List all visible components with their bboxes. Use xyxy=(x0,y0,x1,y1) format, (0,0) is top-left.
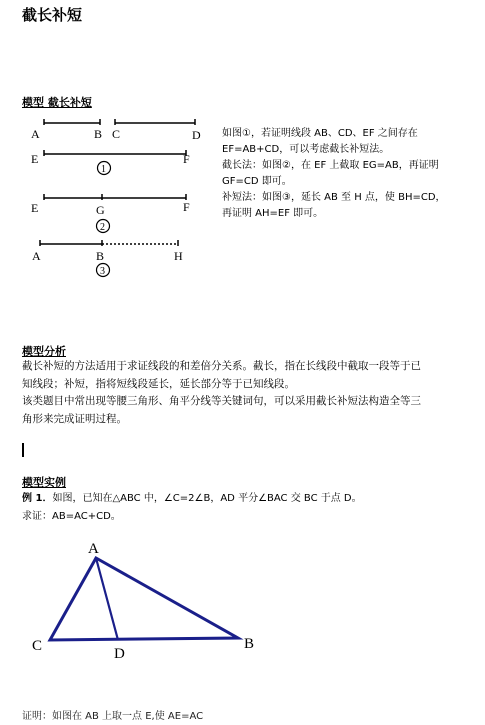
analysis-line: 截长补短的方法适用于求证线段的和差倍分关系。截长，指在长线段中截取一段等于已 xyxy=(22,360,421,372)
label-f2: F xyxy=(183,200,190,214)
example-statement xyxy=(22,490,482,507)
label-h3: H xyxy=(174,249,183,263)
example-label: 例 1． xyxy=(22,493,53,504)
label-e1: E xyxy=(31,152,39,166)
proof-line: 证明：如图在 AB 上取一点 E,使 AE=AC xyxy=(22,711,204,722)
triangle-abc xyxy=(50,558,238,640)
analysis-line: 知线段；补短，指将短线段延长，延长部分等于已知线段。 xyxy=(22,377,295,390)
label-a3: A xyxy=(32,249,41,263)
vertex-c-label: C xyxy=(32,638,43,654)
label-n1: 1 xyxy=(101,164,106,175)
model-explanation xyxy=(222,126,480,222)
text-cursor xyxy=(22,443,24,457)
analysis-line: 角形来完成证明过程。 xyxy=(22,412,127,425)
triangle-diagram xyxy=(28,536,268,664)
point-d-label: D xyxy=(114,646,125,662)
explanation-line: GF=CD 即可。 xyxy=(222,176,292,187)
label-e2: E xyxy=(31,201,39,215)
example-heading: 模型实例 xyxy=(22,476,66,489)
label-n3: 3 xyxy=(100,266,105,277)
bisector-ad xyxy=(96,558,118,640)
explanation-line: 截长法：如图②，在 EF 上截取 EG=AB，再证明 xyxy=(222,160,439,171)
label-c1: C xyxy=(112,127,121,141)
label-b1: B xyxy=(94,127,103,141)
vertex-b-label: B xyxy=(244,636,255,652)
model-heading: 模型 截长补短 xyxy=(22,96,92,109)
segment-diagram xyxy=(26,116,216,280)
vertex-a-label: A xyxy=(88,541,99,557)
figure-2-ef xyxy=(44,194,186,200)
explanation-line: EF=AB+CD，可以考虑截长补短法。 xyxy=(222,144,390,155)
example-text: 如图，已知在△ABC 中，∠C=2∠B，AD 平分∠BAC 交 BC 于点 D。 xyxy=(52,493,362,504)
label-n2: 2 xyxy=(100,222,105,233)
figure-1-ef xyxy=(44,150,186,156)
explanation-line: 再证明 AH=EF 即可。 xyxy=(222,208,324,219)
label-f1: F xyxy=(183,152,190,166)
analysis-line: 该类题目中常出现等腰三角形、角平分线等关键词句，可以采用截长补短法构造全等三 xyxy=(22,395,421,407)
explanation-line: 补短法：如图③，延长 AB 至 H 点，使 BH=CD， xyxy=(222,192,446,203)
analysis-heading: 模型分析 xyxy=(22,345,66,358)
label-d1: D xyxy=(192,128,201,142)
page-title: 截长补短 xyxy=(22,6,83,24)
figure-3-ah xyxy=(40,240,178,246)
analysis-body xyxy=(22,358,477,428)
label-b3: B xyxy=(96,249,105,263)
figure-1-segments xyxy=(44,119,195,125)
prove-line: 求证：AB=AC+CD。 xyxy=(22,511,121,522)
label-a1: A xyxy=(31,127,40,141)
label-g2: G xyxy=(96,203,105,217)
explanation-line: 如图①，若证明线段 AB、CD、EF 之间存在 xyxy=(222,128,418,139)
